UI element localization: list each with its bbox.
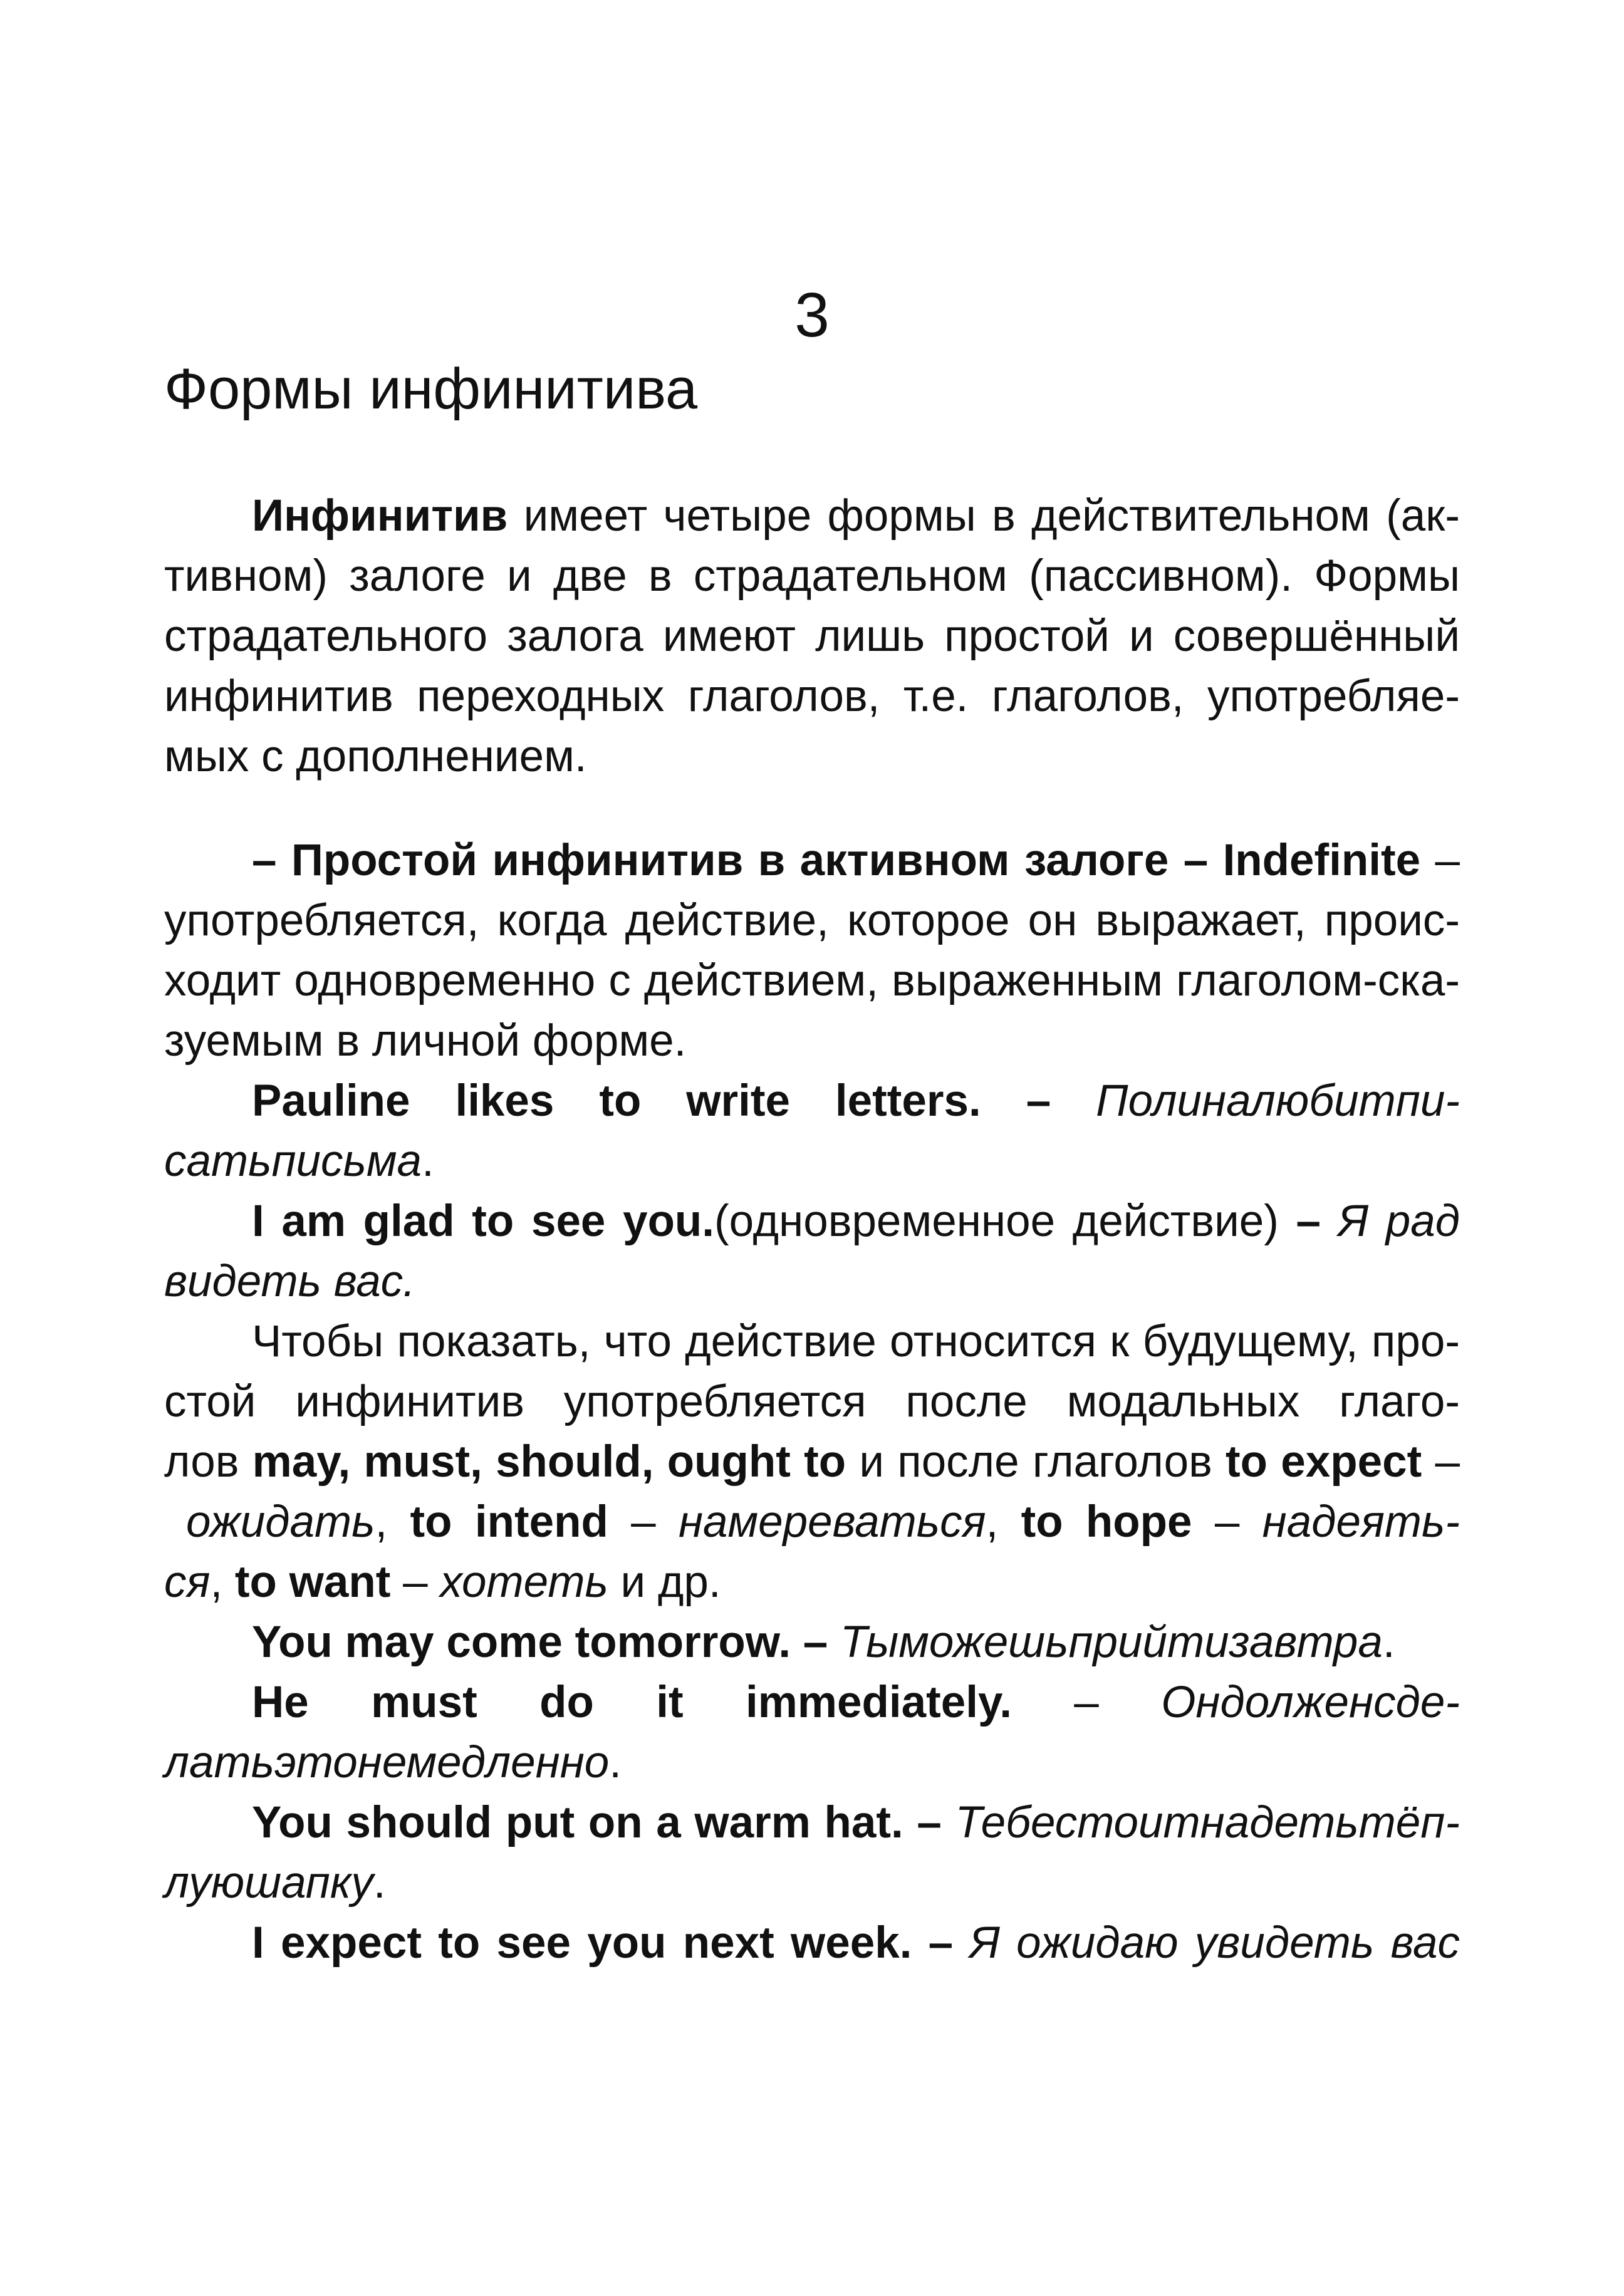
italic-text: Тебестоитнадетьтёп- (941, 1798, 1460, 1847)
bold-text: – Простой инфинитив в активном залоге – Indefinite (252, 836, 1421, 885)
text-run: употребляется, когда действие, которое он выражает, проис- (164, 896, 1460, 945)
bold-text: Pauline likes to write letters. – (252, 1076, 1051, 1126)
bold-text: – (1296, 1197, 1321, 1246)
text-run: мых с дополнением. (164, 732, 587, 781)
text-line (164, 1312, 1460, 1372)
italic-text: ся (164, 1557, 211, 1607)
text-line (164, 1252, 1460, 1312)
text-line (164, 1011, 1460, 1071)
text-run: лов (164, 1437, 252, 1487)
text-line (164, 1071, 1460, 1131)
italic-text: Я ожидаю увидеть вас (953, 1918, 1460, 1968)
bold-text: may, must, should, ought to (252, 1437, 846, 1487)
bold-text: to want (234, 1557, 391, 1607)
text-line (164, 1613, 1460, 1673)
italic-text: сатьписьма (164, 1136, 422, 1186)
italic-text: Полиналюбитпи- (1051, 1076, 1460, 1126)
text-line (164, 727, 1460, 787)
text-run: тивном) залоге и две в страдательном (пассивном). Формы (164, 551, 1460, 601)
text-line (164, 1733, 1460, 1793)
text-run: . (373, 1858, 386, 1908)
bold-text: I expect to see you next week. – (252, 1918, 954, 1968)
italic-text: Тыможешьприйтизавтра (828, 1618, 1383, 1667)
italic-text: намереваться (678, 1497, 986, 1547)
text-run: . (422, 1136, 434, 1186)
text-run: – (1011, 1678, 1162, 1727)
text-line (164, 1793, 1460, 1853)
text-run: – (1420, 836, 1460, 885)
text-run: ходит одновременно с действием, выраженным глаголом-ска- (164, 956, 1460, 1005)
text-run: – (1192, 1497, 1262, 1547)
italic-text: надеять- (1262, 1497, 1460, 1547)
italic-text: Я рад (1321, 1197, 1460, 1246)
text-line (164, 1552, 1460, 1613)
text-line (164, 1432, 1460, 1492)
bold-text: to hope (1021, 1497, 1192, 1547)
text-run: (одновременное действие) (714, 1197, 1296, 1246)
bold-text: You may come tomorrow. – (252, 1618, 828, 1667)
text-run: – (1422, 1437, 1460, 1487)
text-line (164, 1192, 1460, 1252)
text-run: , (210, 1557, 235, 1607)
text-line (164, 951, 1460, 1011)
page-title: Формы инфинитива (164, 357, 698, 421)
text-line (164, 831, 1460, 891)
text-run: . (609, 1738, 622, 1787)
text-line (164, 1673, 1460, 1733)
text-run: и после глаголов (846, 1437, 1226, 1487)
italic-text: латьэтонемедленно (164, 1738, 610, 1787)
text-line (164, 606, 1460, 667)
text-run: , (986, 1497, 1021, 1547)
bold-text: I am glad to see you. (252, 1197, 715, 1246)
text-line (164, 1131, 1460, 1192)
text-line (164, 667, 1460, 727)
text-run: . (1382, 1618, 1395, 1667)
italic-text: видеть вас. (164, 1257, 415, 1306)
text-run: и др. (608, 1557, 721, 1607)
italic-text: Ондолженсде- (1161, 1678, 1460, 1727)
text-line (164, 891, 1460, 951)
text-run: , (375, 1497, 410, 1547)
text-run: имеет четыре формы в действительном (ак- (508, 491, 1460, 541)
italic-text: луюшапку (164, 1858, 373, 1908)
text-line (164, 1492, 1460, 1552)
italic-text: хотеть (440, 1557, 608, 1607)
text-line (164, 1913, 1460, 1973)
text-run: Чтобы показать, что действие относится к будущему, про- (252, 1317, 1460, 1366)
bold-text: He must do it immediately. (252, 1678, 1012, 1727)
text-run: страдательного залога имеют лишь простой и совершённый (164, 611, 1460, 661)
text-run: стой инфинитив употребляется после модальных глаго- (164, 1377, 1460, 1426)
text-line (164, 1853, 1460, 1913)
text-run: – (390, 1557, 440, 1607)
text-run: инфинитив переходных глаголов, т.е. глаголов, употребляе- (164, 672, 1460, 721)
bold-text: to expect (1226, 1437, 1422, 1487)
italic-text: ожидать (186, 1497, 375, 1547)
bold-text: to intend (410, 1497, 608, 1547)
text-run: – (608, 1497, 679, 1547)
bold-text: Инфинитив (252, 491, 508, 541)
bold-text: You should put on a warm hat. – (252, 1798, 942, 1847)
text-run: зуемым в личной форме. (164, 1016, 687, 1066)
text-line (164, 486, 1460, 546)
text-line (164, 1372, 1460, 1432)
page-number: 3 (794, 280, 830, 350)
text-line (164, 546, 1460, 606)
